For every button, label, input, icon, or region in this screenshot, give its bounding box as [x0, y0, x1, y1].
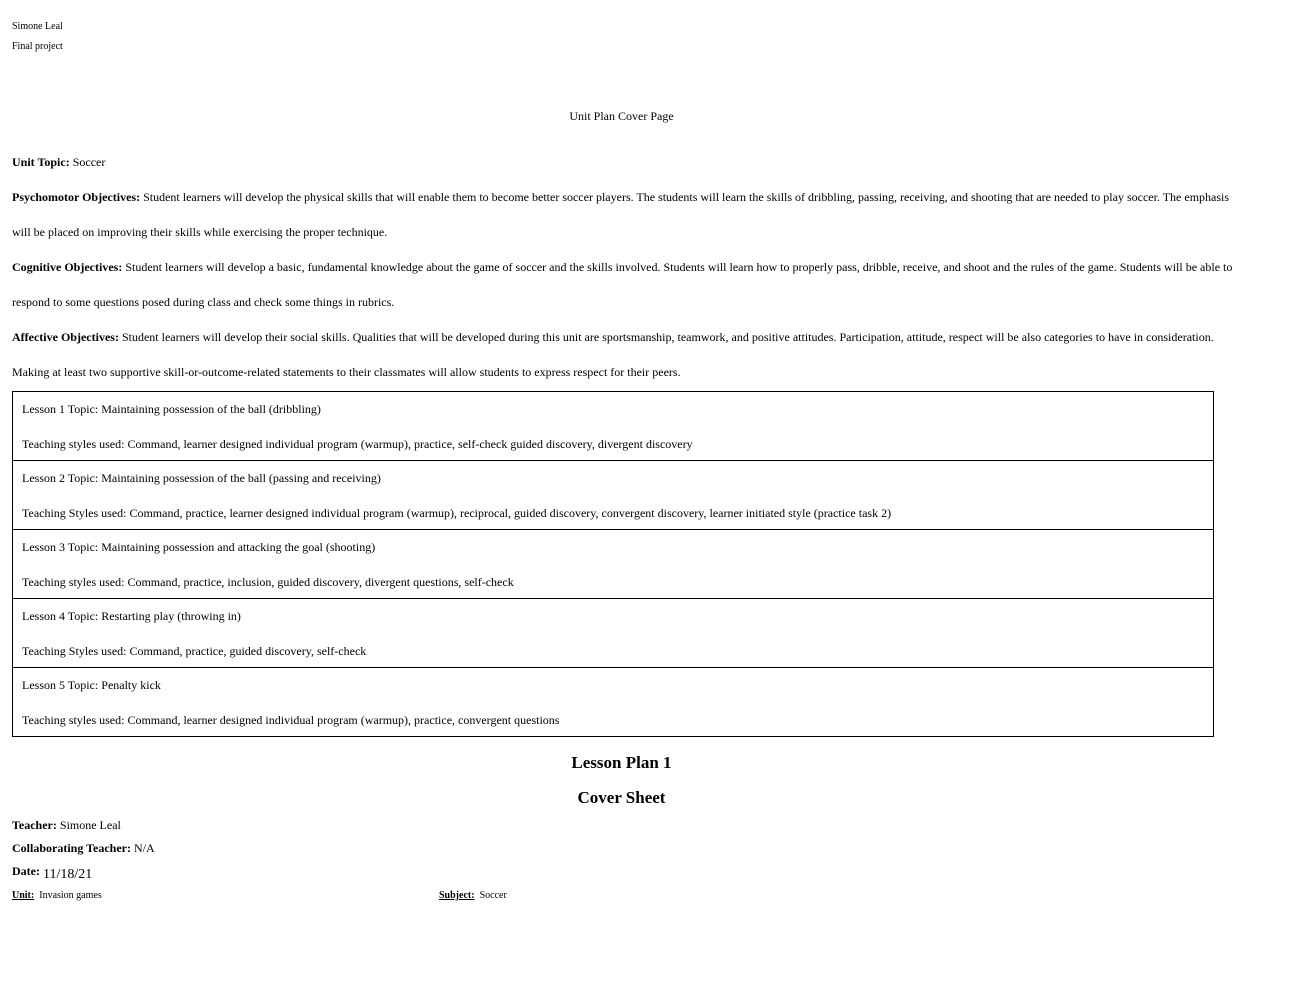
author-name: Simone Leal: [12, 21, 63, 32]
lesson-row: [13, 668, 1213, 736]
date-label: Date:: [12, 864, 40, 878]
affective-label: Affective Objectives:: [12, 330, 119, 344]
lesson-topic: Lesson 2 Topic: Maintaining possession of the ball (passing and receiving): [22, 471, 381, 485]
unit-value: Invasion games: [39, 890, 102, 901]
cognitive-text: Student learners will develop a basic, fundamental knowledge about the game of soccer and the skills involved. Students will learn how to properly pass, dribble, receive, and shoot and the rules of the game. Students will be able to respond to some questions posed during class and check some things in rubrics.: [12, 260, 1233, 309]
teacher-value: Simone Leal: [59, 818, 121, 832]
lesson-row: [13, 392, 1213, 461]
unit-topic-value: Soccer: [72, 155, 106, 169]
lessons-table: [12, 391, 1214, 737]
unit-plan-title: Unit Plan Cover Page: [569, 109, 674, 123]
cognitive-objectives: [12, 250, 1244, 320]
cover-sheet-title: Cover Sheet: [577, 788, 666, 807]
lesson-topic: Lesson 5 Topic: Penalty kick: [22, 678, 161, 692]
lesson-row: [13, 599, 1213, 668]
lesson-row: [13, 461, 1213, 530]
date-value: 11/18/21: [42, 867, 93, 882]
lesson-styles: Teaching Styles used: Command, practice, learner designed individual program (warmup), reciprocal, guided discovery, convergent discovery, learner initiated style (practice task 2): [22, 506, 892, 520]
lesson-topic: Lesson 1 Topic: Maintaining possession of the ball (dribbling): [22, 402, 321, 416]
affective-objectives: [12, 320, 1244, 390]
course-name: Final project: [12, 41, 63, 52]
collaborating-teacher-value: N/A: [134, 841, 155, 855]
teacher-label: Teacher:: [12, 818, 57, 832]
affective-text: Student learners will develop their social skills. Qualities that will be developed during this unit are sportsmanship, teamwork, and positive attitudes. Participation, attitude, respect will be also categories to have in consideration. Making at least two supportive skill-or-outcome-related statements to their classmates will allow students to express respect for their peers.: [12, 330, 1214, 379]
cognitive-label: Cognitive Objectives:: [12, 260, 123, 274]
teacher-field: [12, 818, 121, 832]
psychomotor-text: Student learners will develop the physical skills that will enable them to become better soccer players. The students will learn the skills of dribbling, passing, receiving, and shooting that are needed to play soccer. The emphasis will be placed on improving their skills while exercising the proper technique.: [12, 190, 1230, 239]
lesson-topic: Lesson 3 Topic: Maintaining possession and attacking the goal (shooting): [22, 540, 376, 554]
unit-label: Unit:: [12, 890, 35, 901]
lesson-styles: Teaching styles used: Command, learner designed individual program (warmup), practice, convergent questions: [22, 713, 560, 727]
psychomotor-objectives: [12, 180, 1244, 250]
subject-label: Subject:: [439, 890, 475, 901]
lesson-row: [13, 530, 1213, 599]
lesson-plan-title: Lesson Plan 1: [571, 753, 672, 772]
date-field: [12, 864, 93, 882]
collaborating-teacher-label: Collaborating Teacher:: [12, 841, 131, 855]
lesson-styles: Teaching styles used: Command, practice, inclusion, guided discovery, divergent questions, self-check: [22, 575, 514, 589]
subject-field: [439, 890, 507, 902]
unit-field: [12, 890, 102, 902]
unit-topic: [12, 145, 1244, 180]
unit-topic-label: Unit Topic:: [12, 155, 70, 169]
collaborating-teacher-field: [12, 841, 155, 855]
lesson-styles: Teaching styles used: Command, learner designed individual program (warmup), practice, self-check guided discovery, divergent discovery: [22, 437, 693, 451]
psychomotor-label: Psychomotor Objectives:: [12, 190, 141, 204]
lesson-styles: Teaching Styles used: Command, practice, guided discovery, self-check: [22, 644, 367, 658]
lesson-topic: Lesson 4 Topic: Restarting play (throwing in): [22, 609, 241, 623]
subject-value: Soccer: [479, 890, 507, 901]
